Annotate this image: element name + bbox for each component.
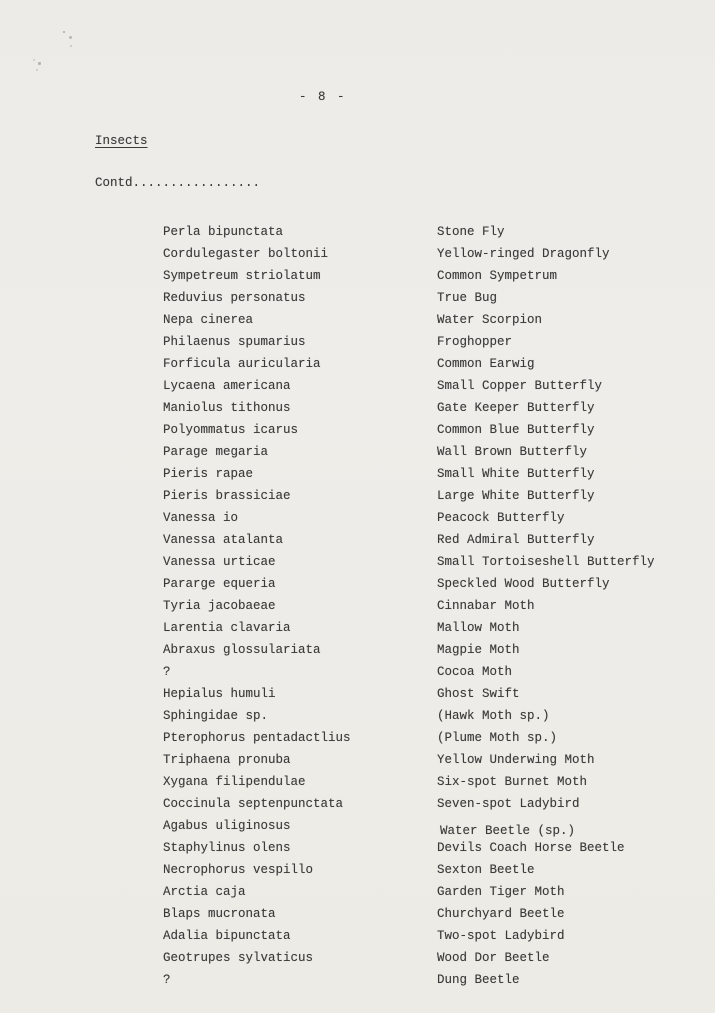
common-name: Yellow Underwing Moth: [437, 753, 595, 767]
common-name: Mallow Moth: [437, 621, 520, 635]
latin-name: Lycaena americana: [163, 379, 291, 393]
species-row: [0, 463, 715, 485]
species-row: [0, 727, 715, 749]
species-row: [0, 903, 715, 925]
latin-name: Pieris rapae: [163, 467, 254, 481]
common-name: Wood Dor Beetle: [437, 951, 550, 965]
latin-name: Vanessa io: [163, 511, 239, 525]
species-row: [0, 815, 715, 837]
latin-name: Agabus uliginosus: [163, 819, 291, 833]
common-name: Speckled Wood Butterfly: [437, 577, 610, 591]
latin-name: Abraxus glossulariata: [163, 643, 321, 657]
species-row: [0, 397, 715, 419]
latin-name: Blaps mucronata: [163, 907, 276, 921]
common-name: (Plume Moth sp.): [437, 731, 558, 745]
latin-name: Sympetreum striolatum: [163, 269, 321, 283]
species-row: [0, 617, 715, 639]
latin-name: Reduvius personatus: [163, 291, 306, 305]
latin-name: Adalia bipunctata: [163, 929, 291, 943]
species-row: [0, 573, 715, 595]
species-row: [0, 771, 715, 793]
common-name: Gate Keeper Butterfly: [437, 401, 595, 415]
common-name: Seven-spot Ladybird: [437, 797, 580, 811]
species-row: [0, 969, 715, 991]
common-name: Sexton Beetle: [437, 863, 535, 877]
latin-name: ?: [163, 973, 171, 987]
species-row: [0, 947, 715, 969]
common-name: (Hawk Moth sp.): [437, 709, 550, 723]
common-name: Common Blue Butterfly: [437, 423, 595, 437]
latin-name: Nepa cinerea: [163, 313, 254, 327]
species-row: [0, 485, 715, 507]
section-title: Insects: [95, 134, 148, 148]
common-name: Large White Butterfly: [437, 489, 595, 503]
common-name: Water Beetle (sp.): [440, 824, 576, 838]
latin-name: Perla bipunctata: [163, 225, 284, 239]
species-row: [0, 331, 715, 353]
species-row: [0, 265, 715, 287]
latin-name: ?: [163, 665, 171, 679]
common-name: Cocoa Moth: [437, 665, 513, 679]
species-row: [0, 639, 715, 661]
latin-name: Triphaena pronuba: [163, 753, 291, 767]
latin-name: Larentia clavaria: [163, 621, 291, 635]
common-name: Common Sympetrum: [437, 269, 558, 283]
species-row: [0, 661, 715, 683]
common-name: Two-spot Ladybird: [437, 929, 565, 943]
species-row: [0, 507, 715, 529]
common-name: Small White Butterfly: [437, 467, 595, 481]
pencil-smudge: [69, 36, 72, 39]
latin-name: Pieris brassiciae: [163, 489, 291, 503]
species-row: [0, 595, 715, 617]
species-row: [0, 837, 715, 859]
latin-name: Vanessa urticae: [163, 555, 276, 569]
common-name: Magpie Moth: [437, 643, 520, 657]
common-name: Cinnabar Moth: [437, 599, 535, 613]
common-name: Stone Fly: [437, 225, 505, 239]
latin-name: Philaenus spumarius: [163, 335, 306, 349]
species-list: [0, 221, 715, 991]
common-name: Dung Beetle: [437, 973, 520, 987]
pencil-smudge: [38, 62, 41, 65]
latin-name: Vanessa atalanta: [163, 533, 284, 547]
common-name: Peacock Butterfly: [437, 511, 565, 525]
latin-name: Xygana filipendulae: [163, 775, 306, 789]
page-number: - 8 -: [299, 90, 347, 104]
common-name: Yellow-ringed Dragonfly: [437, 247, 610, 261]
contd-line: Contd.................: [95, 176, 261, 190]
latin-name: Forficula auricularia: [163, 357, 321, 371]
latin-name: Maniolus tithonus: [163, 401, 291, 415]
latin-name: Cordulegaster boltonii: [163, 247, 329, 261]
pencil-smudge: [63, 31, 65, 33]
common-name: Churchyard Beetle: [437, 907, 565, 921]
species-row: [0, 925, 715, 947]
latin-name: Coccinula septenpunctata: [163, 797, 344, 811]
species-row: [0, 309, 715, 331]
common-name: Ghost Swift: [437, 687, 520, 701]
latin-name: Parage megaria: [163, 445, 269, 459]
latin-name: Sphingidae sp.: [163, 709, 269, 723]
species-row: [0, 859, 715, 881]
common-name: Red Admiral Butterfly: [437, 533, 595, 547]
species-row: [0, 287, 715, 309]
species-row: [0, 419, 715, 441]
common-name: Common Earwig: [437, 357, 535, 371]
common-name: Garden Tiger Moth: [437, 885, 565, 899]
species-row: [0, 551, 715, 573]
latin-name: Pararge equeria: [163, 577, 276, 591]
common-name: Small Copper Butterfly: [437, 379, 603, 393]
species-row: [0, 683, 715, 705]
latin-name: Polyommatus icarus: [163, 423, 299, 437]
common-name: Small Tortoiseshell Butterfly: [437, 555, 655, 569]
latin-name: Geotrupes sylvaticus: [163, 951, 314, 965]
latin-name: Tyria jacobaeae: [163, 599, 276, 613]
species-row: [0, 705, 715, 727]
pencil-smudge: [36, 69, 38, 71]
pencil-smudge: [33, 59, 35, 61]
species-row: [0, 793, 715, 815]
latin-name: Necrophorus vespillo: [163, 863, 314, 877]
species-row: [0, 441, 715, 463]
latin-name: Hepialus humuli: [163, 687, 276, 701]
latin-name: Pterophorus pentadactlius: [163, 731, 351, 745]
common-name: Wall Brown Butterfly: [437, 445, 588, 459]
common-name: Froghopper: [437, 335, 513, 349]
species-row: [0, 243, 715, 265]
common-name: True Bug: [437, 291, 498, 305]
common-name: Water Scorpion: [437, 313, 543, 327]
common-name: Devils Coach Horse Beetle: [437, 841, 625, 855]
species-row: [0, 375, 715, 397]
common-name: Six-spot Burnet Moth: [437, 775, 588, 789]
species-row: [0, 529, 715, 551]
species-row: [0, 221, 715, 243]
species-row: [0, 353, 715, 375]
pencil-smudge: [70, 45, 72, 47]
species-row: [0, 881, 715, 903]
latin-name: Staphylinus olens: [163, 841, 291, 855]
latin-name: Arctia caja: [163, 885, 246, 899]
species-row: [0, 749, 715, 771]
